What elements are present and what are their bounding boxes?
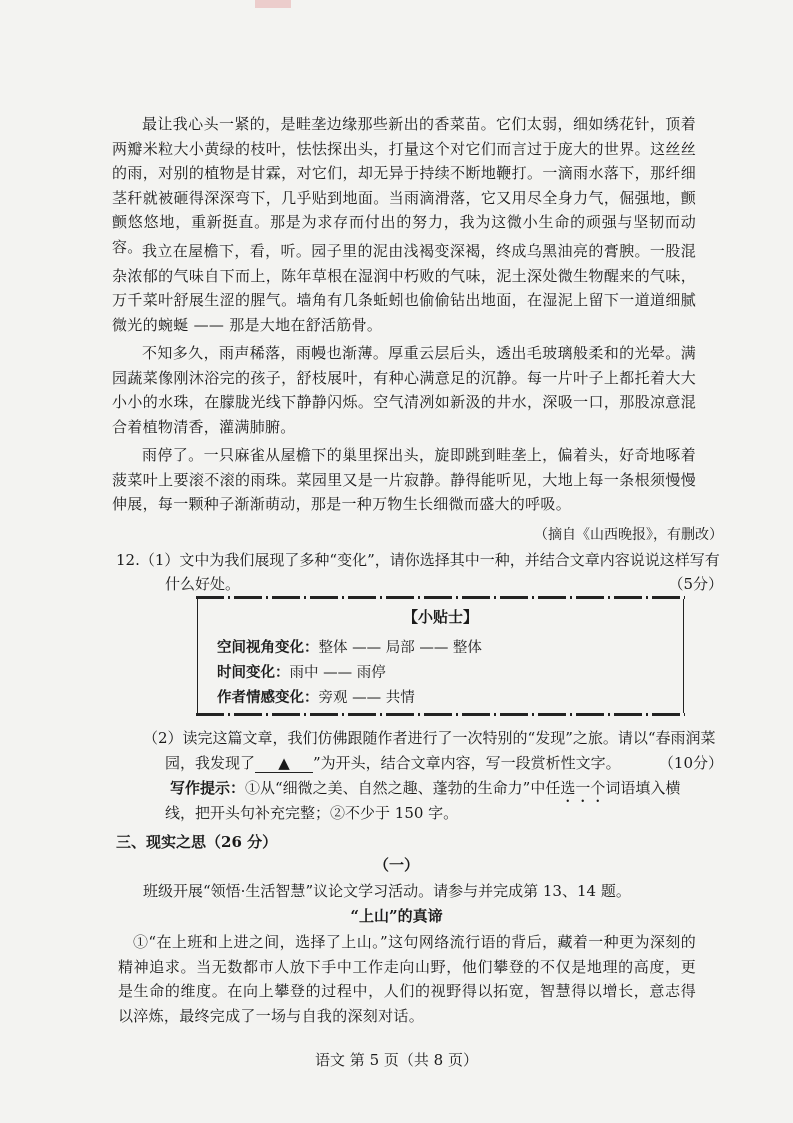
tip-label: 作者情感变化： <box>217 689 319 706</box>
passage-paragraph-4: 雨停了。一只麻雀从屋檐下的巢里探出头，旋即跳到畦垄上，偏着头，好奇地啄着菠菜叶上要滚不滚的雨珠。菜园里又是一片寂静。静得能听见，大地上每一条根须慢慢伸展，每一颗种子渐渐萌动，那是一种万物生长细微而盛大的呼吸。 <box>112 446 696 513</box>
question-number: 12. <box>116 551 140 569</box>
question-12-part-1-score: （5分） <box>668 575 723 593</box>
passage-source: （摘自《山西晚报》，有删改） <box>534 527 723 543</box>
essay-paragraph-1: ①“在上班和上进之间，选择了上山。”这句网络流行语的背后，藏着一种更为深刻的精神追求。当无数都市人放下手中工作走向山野，他们攀登的不仅是地理的高度，更是生命的维度。在向上攀登的过程中，人们的视野得以拓宽，智慧得以增长，意志得以淬炼，最终完成了一场与自我的深刻对话。 <box>118 933 696 1025</box>
tip-label: 时间变化： <box>217 664 290 681</box>
question-12-line-1 <box>116 548 720 572</box>
part-2-suffix: ”为开头，结合文章内容，写一段赏析性文字。 <box>313 754 621 772</box>
part-2-prefix: 园，我发现了 <box>165 754 256 772</box>
section-title: 三、现实之思（26 分） <box>116 833 278 851</box>
question-12-part-2-line-2 <box>165 751 621 775</box>
answer-blank <box>255 754 313 773</box>
tip-item-emotion <box>217 686 415 707</box>
passage-paragraph-3: 不知多久，雨声稀落，雨幔也渐薄。厚重云层后头，透出毛玻璃般柔和的光晕。满园蔬菜像刚沐浴完的孩子，舒枝展叶，有种心满意足的沉静。每一片叶子上都托着大大小小的水珠，在朦胧光线下静静闪烁。空气清冽如新汲的井水，深吸一口，那股凉意混合着植物清香，灌满肺腑。 <box>112 344 696 436</box>
question-12-part-1-text-cont: 什么好处。 <box>165 575 241 593</box>
tip-title: 【小贴士】 <box>402 608 478 626</box>
writing-hint-line-2: 线，把开头句补充完整；②不少于 150 字。 <box>165 804 459 822</box>
passage-paragraph-1: 最让我心头一紧的，是畦垄边缘那些新出的香菜苗。它们太弱，细如绣花针，顶着两瓣米粒大小黄绿的枝叶，怯怯探出头，打量这个对它们而言过于庞大的世界。这丝丝的雨，对别的植物是甘霖，对它们，却无异于持续不断地鞭打。一滴雨水落下，那纤细茎秆就被砸得深深弯下，几乎贴到地面。当雨滴滑落，它又用尽全身力气，倔强地，颤颤悠悠地，重新挺直。那是为求存而付出的努力，我为这微小生命的顽强与坚韧而动容。 <box>112 115 696 256</box>
scan-mark <box>255 0 291 8</box>
writing-hint-text: ①从“细微之美、自然之趣、蓬勃的生命力”中任 <box>245 779 561 797</box>
page-footer: 语文 第 5 页（共 8 页） <box>315 1051 478 1069</box>
writing-hint-label: 写作提示： <box>170 779 246 797</box>
tip-value: 旁观 —— 共情 <box>318 690 415 706</box>
writing-hint-emphasis: 选一个 <box>560 779 606 797</box>
tip-value: 整体 —— 局部 —— 整体 <box>318 640 482 656</box>
tip-label: 空间视角变化： <box>217 639 319 656</box>
triangle-icon: ▲ <box>278 754 290 772</box>
subsection-title: （一） <box>373 856 419 874</box>
essay-title: “上山”的真谛 <box>350 907 443 925</box>
question-12-part-1-text: （1）文中为我们展现了多种“变化”，请你选择其中一种，并结合文章内容说说这样写有 <box>139 551 720 569</box>
question-12-part-2-score: （10分） <box>658 754 723 772</box>
tip-item-time <box>217 661 386 682</box>
writing-hint-text-end: 词语填入横 <box>605 779 681 797</box>
tip-box <box>197 597 684 715</box>
passage-paragraph-2: 我立在屋檐下，看，听。园子里的泥由浅褐变深褐，终成乌黑油亮的膏腴。一股混杂浓郁的气味自下而上，陈年草根在湿润中朽败的气味，泥土深处微生物醒来的气味，万千菜叶舒展生涩的腥气。墙角有几条蚯蚓也偷偷钻出地面，在湿泥上留下一道道细腻微光的蜿蜒 —— 那是大地在舒活筋骨。 <box>112 242 696 334</box>
question-12-part-2-text: （2）读完这篇文章，我们仿佛跟随作者进行了一次特别的“发现”之旅。请以“春雨润菜 <box>143 729 716 747</box>
tip-value: 雨中 —— 雨停 <box>289 665 386 681</box>
activity-intro: 班级开展“领悟·生活智慧”议论文学习活动。请参与并完成第 13、14 题。 <box>143 882 631 900</box>
tip-item-space <box>217 636 482 657</box>
